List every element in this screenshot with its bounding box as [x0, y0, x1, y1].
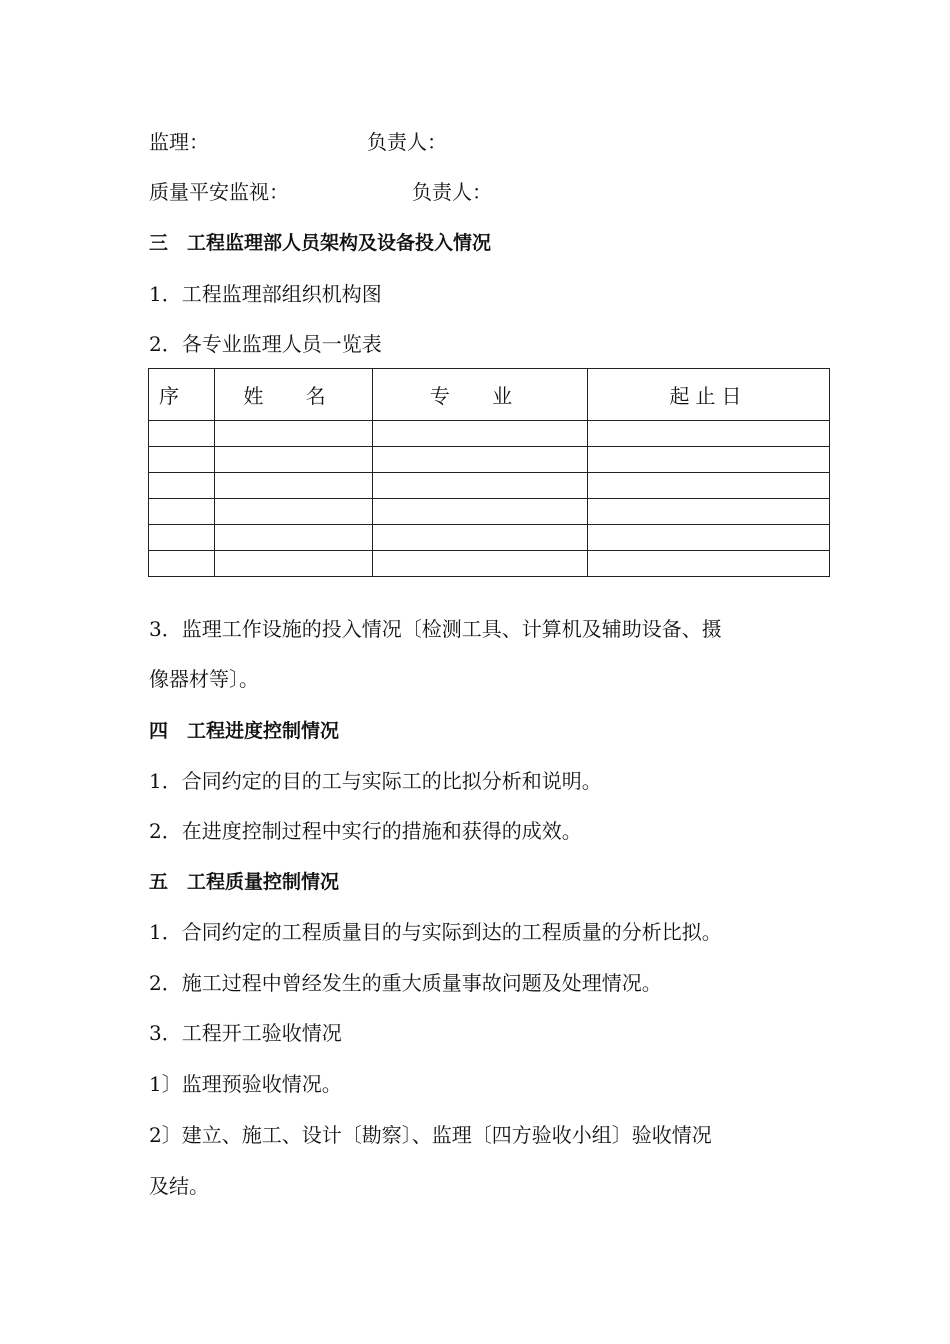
table-cell [149, 447, 215, 473]
table-cell [373, 447, 588, 473]
quality-label: 质量平安监视： [149, 180, 289, 204]
table-cell [215, 473, 373, 499]
supervision-owner-label: 负责人： [367, 130, 447, 154]
table-cell [588, 525, 830, 551]
table-cell [215, 421, 373, 447]
quality-owner-label: 负责人： [412, 180, 492, 204]
section3-item3-line2: 像器材等〕。 [149, 667, 259, 691]
section4-title: 四 工程进度控制情况 [149, 720, 340, 742]
col-header-name: 姓 名 [215, 369, 373, 421]
table-cell [373, 499, 588, 525]
table-cell [149, 473, 215, 499]
table-cell [215, 551, 373, 577]
section3-item3-line1: 3．监理工作设施的投入情况〔检测工具、计算机及辅助设备、摄 [149, 617, 722, 641]
section5-item2: 2．施工过程中曾经发生的重大质量事故问题及处理情况。 [149, 971, 662, 995]
staff-table [148, 368, 830, 577]
col-header-specialty: 专 业 [373, 369, 588, 421]
section5-title: 五 工程质量控制情况 [149, 871, 340, 893]
table-cell [588, 551, 830, 577]
table-cell [588, 473, 830, 499]
supervision-label: 监理： [149, 130, 209, 154]
section5-sub2-line1: 2〕建立、施工、设计〔勘察〕、监理〔四方验收小组〕验收情况 [149, 1123, 712, 1147]
table-row [149, 447, 830, 473]
table-row [149, 551, 830, 577]
section3-title: 三 工程监理部人员架构及设备投入情况 [149, 232, 492, 254]
table-header-row [149, 369, 830, 421]
table-row [149, 525, 830, 551]
table-cell [588, 421, 830, 447]
table-cell [373, 421, 588, 447]
section5-item3: 3．工程开工验收情况 [149, 1021, 342, 1045]
table-cell [149, 421, 215, 447]
col-header-dates: 起止日 [588, 369, 830, 421]
table-cell [373, 551, 588, 577]
section4-item2: 2．在进度控制过程中实行的措施和获得的成效。 [149, 819, 582, 843]
table-cell [215, 525, 373, 551]
section4-item1: 1．合同约定的目的工与实际工的比拟分析和说明。 [149, 769, 602, 793]
table-cell [149, 551, 215, 577]
table-cell [588, 447, 830, 473]
table-cell [149, 499, 215, 525]
section5-sub2-line2: 及结。 [149, 1174, 209, 1198]
table-cell [373, 473, 588, 499]
table-cell [215, 499, 373, 525]
table-cell [373, 525, 588, 551]
table-row [149, 473, 830, 499]
section5-item1: 1．合同约定的工程质量目的与实际到达的工程质量的分析比拟。 [149, 920, 722, 944]
table-row [149, 499, 830, 525]
table-row [149, 421, 830, 447]
section5-sub1: 1〕监理预验收情况。 [149, 1072, 342, 1096]
section3-item1: 1．工程监理部组织机构图 [149, 282, 382, 306]
table-cell [215, 447, 373, 473]
section3-item2: 2．各专业监理人员一览表 [149, 332, 382, 356]
table-cell [588, 499, 830, 525]
col-header-seq: 序 [149, 369, 215, 421]
table-cell [149, 525, 215, 551]
